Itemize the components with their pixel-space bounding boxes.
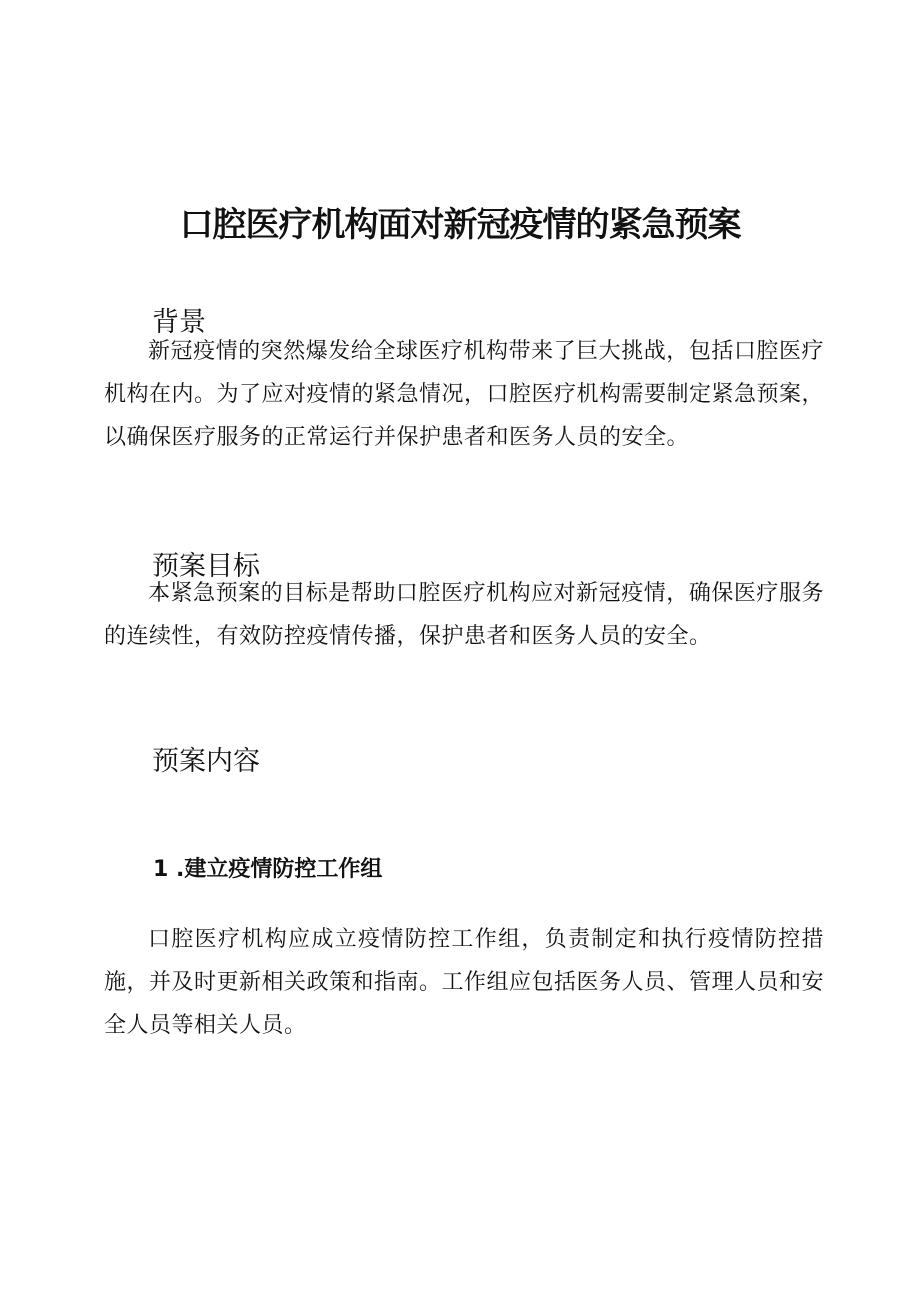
content-heading: 预案内容 [152,746,260,778]
work-group-paragraph: 口腔医疗机构应成立疫情防控工作组，负责制定和执行疫情防控措施，并及时更新相关政策和指南。工作组应包括医务人员、管理人员和安全人员等相关人员。 [104,927,825,1038]
document-title: 口腔医疗机构面对新冠疫情的紧急预案 [179,204,741,245]
goal-paragraph: 本紧急预案的目标是帮助口腔医疗机构应对新冠疫情，确保医疗服务的连续性，有效防控疫情传播，保护患者和医务人员的安全。 [104,581,824,649]
work-group-heading: 1 .建立疫情防控工作组 [153,857,383,882]
background-heading: 背景 [152,307,206,339]
background-paragraph: 新冠疫情的突然爆发给全球医疗机构带来了巨大挑战，包括口腔医疗机构在内。为了应对疫情的紧急情况，口腔医疗机构需要制定紧急预案，以确保医疗服务的正常运行并保护患者和医务人员的安全。 [104,339,825,450]
goal-heading: 预案目标 [152,551,260,583]
